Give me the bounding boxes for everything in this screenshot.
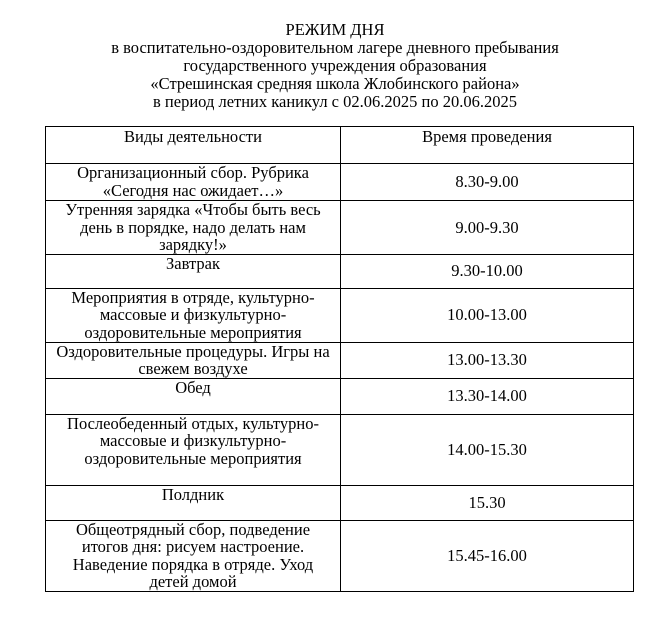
time-cell: 15.30 <box>341 485 634 520</box>
table-row <box>46 378 634 414</box>
time-cell: 9.00-9.30 <box>341 201 634 255</box>
time-cell: 15.45-16.00 <box>341 520 634 591</box>
time-cell: 13.30-14.00 <box>341 378 634 414</box>
table-row <box>46 201 634 255</box>
table-row <box>46 485 634 520</box>
table-row <box>46 520 634 591</box>
activity-cell: Оздоровительные процедуры. Игры на свежем воздухе <box>46 342 341 378</box>
activity-cell: Послеобеденный отдых, культурно-массовые и физкультурно-оздоровительные мероприятия <box>46 414 341 485</box>
activity-cell: Обед <box>46 378 341 414</box>
activity-cell: Завтрак <box>46 254 341 288</box>
column-header-time: Время проведения <box>341 127 634 164</box>
table-row <box>46 164 634 201</box>
activity-cell: Мероприятия в отряде, культурно-массовые и физкультурно-оздоровительные мероприятия <box>46 288 341 342</box>
schedule-table <box>45 126 634 592</box>
time-cell: 10.00-13.00 <box>341 288 634 342</box>
document-header <box>0 21 670 111</box>
document-title: РЕЖИМ ДНЯ <box>285 20 385 39</box>
activity-cell: Утренняя зарядка «Чтобы быть весь день в порядке, надо делать нам зарядку!» <box>46 201 341 255</box>
table-row <box>46 342 634 378</box>
header-line-2: государственного учреждения образования <box>183 56 487 75</box>
time-cell: 8.30-9.00 <box>341 164 634 201</box>
time-cell: 14.00-15.30 <box>341 414 634 485</box>
header-line-4: в период летних каникул с 02.06.2025 по 20.06.2025 <box>153 92 517 111</box>
header-line-1: в воспитательно-оздоровительном лагере дневного пребывания <box>111 38 559 57</box>
column-header-activity: Виды деятельности <box>46 127 341 164</box>
activity-cell: Полдник <box>46 485 341 520</box>
time-cell: 9.30-10.00 <box>341 254 634 288</box>
activity-cell: Организационный сбор. Рубрика «Сегодня нас ожидает…» <box>46 164 341 201</box>
table-row <box>46 288 634 342</box>
table-header-row <box>46 127 634 164</box>
time-cell: 13.00-13.30 <box>341 342 634 378</box>
table-row <box>46 254 634 288</box>
table-row <box>46 414 634 485</box>
header-line-3: «Стрешинская средняя школа Жлобинского района» <box>150 74 520 93</box>
activity-cell: Общеотрядный сбор, подведение итогов дня: рисуем настроение. Наведение порядка в отряде. Уход детей домой <box>46 520 341 591</box>
